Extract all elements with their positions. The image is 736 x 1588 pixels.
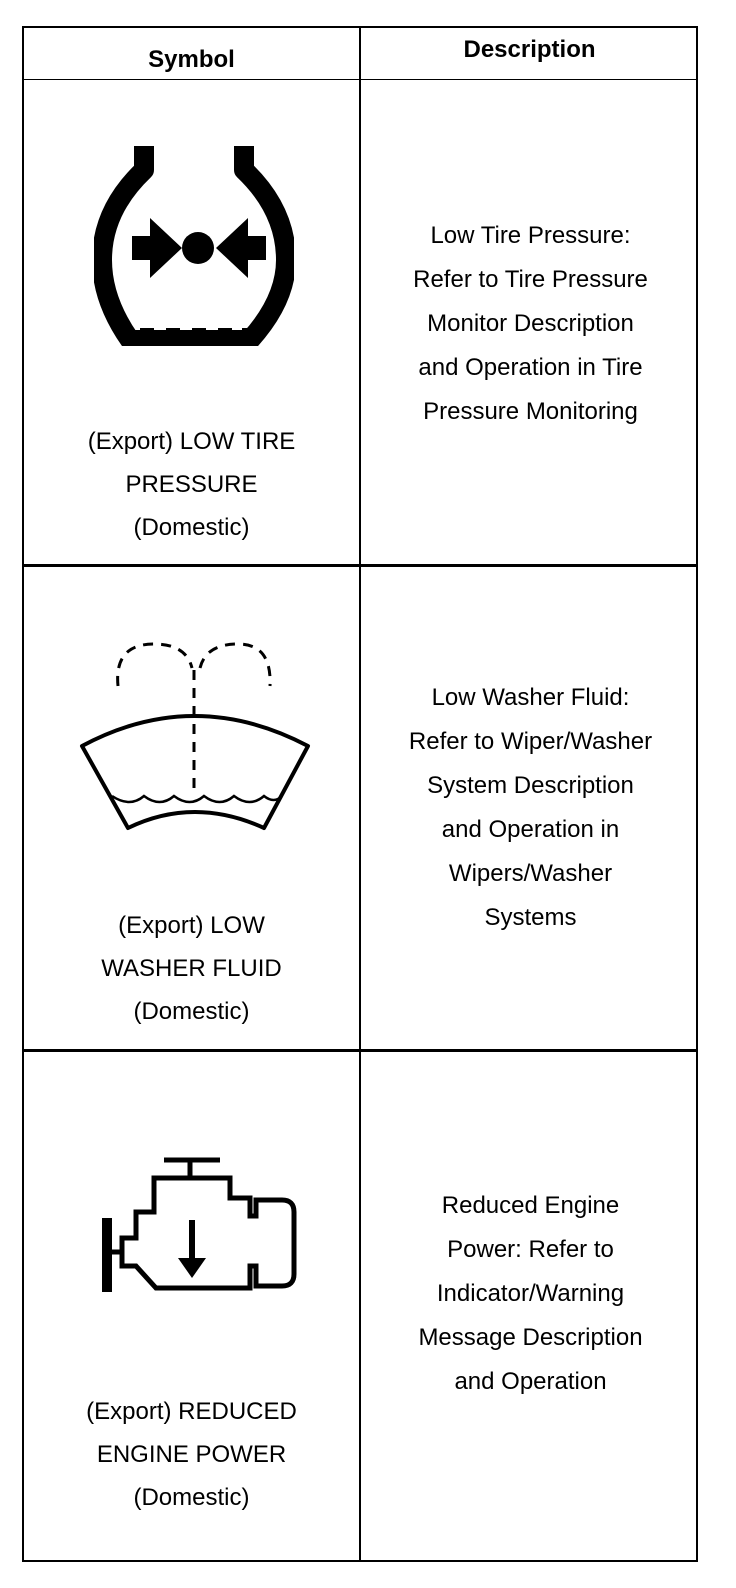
description-line: Indicator/Warning [436,1280,625,1307]
reduced-engine-power-description [364,1184,697,1404]
description-line: Low Washer Fluid: [431,684,630,711]
low-washer-fluid-caption [24,904,359,1033]
caption-line: (Export) REDUCED [86,1398,297,1425]
caption-line: (Domestic) [133,998,250,1025]
caption-line: WASHER FLUID [101,955,282,982]
description-line: Low Tire Pressure: [430,222,631,249]
symbol-column-header: Symbol [148,46,235,73]
caption-line: (Domestic) [133,1484,250,1511]
description-line: Refer to Tire Pressure [413,266,648,293]
caption-line: (Domestic) [133,514,250,541]
description-line: Power: Refer to [447,1236,614,1263]
caption-line: ENGINE POWER [96,1441,287,1468]
low-tire-pressure-icon [94,140,294,346]
low-tire-pressure-caption [24,420,359,549]
caption-line: (Export) LOW [118,912,265,939]
description-line: Systems [484,904,577,931]
description-line: Reduced Engine [441,1192,620,1219]
caption-line: (Export) LOW TIRE [87,428,296,455]
description-line: Pressure Monitoring [423,398,638,425]
description-column-header: Description [463,36,596,63]
caption-line: PRESSURE [125,471,258,498]
description-line: and Operation in Tire [418,354,643,381]
column-divider [359,28,361,1560]
reduced-engine-power-caption [24,1390,359,1519]
description-line: Message Description [418,1324,643,1351]
low-washer-fluid-description [364,676,697,940]
symbol-table [22,26,698,1562]
low-washer-fluid-icon [78,636,314,836]
row-divider-2 [24,1049,696,1052]
reduced-engine-power-icon [98,1154,304,1294]
description-line: System Description [427,772,634,799]
description-line: and Operation [454,1368,607,1395]
description-line: and Operation in [441,816,620,843]
description-line: Refer to Wiper/Washer [408,728,653,755]
description-line: Wipers/Washer [448,860,613,887]
row-divider-1 [24,564,696,567]
description-line: Monitor Description [427,310,634,337]
low-tire-pressure-description [364,214,697,434]
